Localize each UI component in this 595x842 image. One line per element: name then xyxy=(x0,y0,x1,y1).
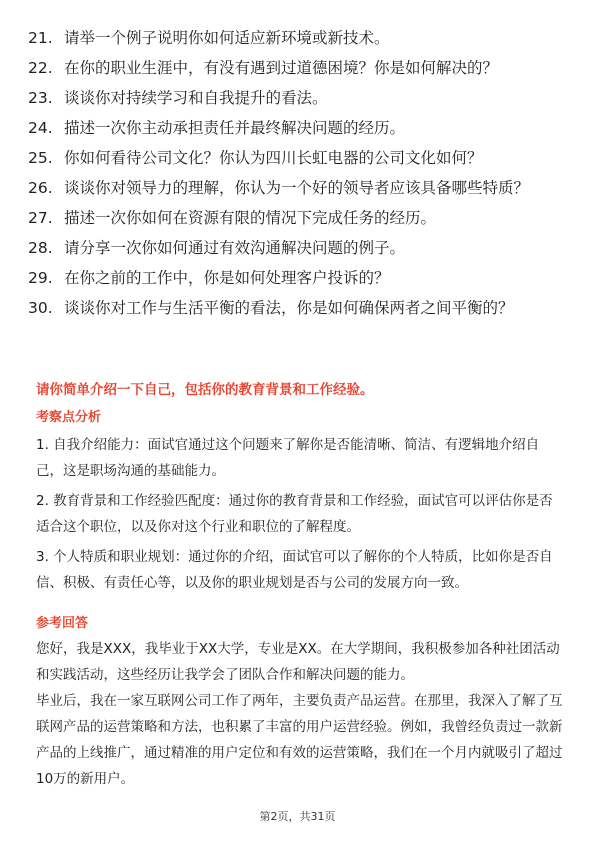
question-text: 谈谈你对工作与生活平衡的看法，你是如何确保两者之间平衡的？ xyxy=(64,299,514,317)
analysis-point: 3. 个人特质和职业规划：通过你的介绍，面试官可以了解你的个人特质，比如你是否自信、积极、有责任心等，以及你的职业规划是否与公司的发展方向一致。 xyxy=(36,549,553,591)
list-item xyxy=(28,146,568,170)
reference-paragraph: 您好，我是XXX，我毕业于XX大学，专业是XX。在大学期间，我积极参加各种社团活动和实践活动，这些经历让我学会了团队合作和解决问题的能力。 xyxy=(36,641,560,683)
question-number: 22. xyxy=(28,59,53,77)
list-item xyxy=(28,86,568,110)
question-text: 请分享一次你如何通过有效沟通解决问题的例子。 xyxy=(64,239,406,257)
question-text: 你如何看待公司文化？你认为四川长虹电器的公司文化如何？ xyxy=(64,149,483,167)
list-item xyxy=(28,116,568,140)
question-list xyxy=(28,26,568,326)
question-number: 21. xyxy=(28,29,53,47)
list-item xyxy=(28,266,568,290)
question-section xyxy=(36,380,566,400)
list-item xyxy=(28,56,568,80)
question-text: 谈谈你对持续学习和自我提升的看法。 xyxy=(64,89,328,107)
list-item xyxy=(28,26,568,50)
question-number: 27. xyxy=(28,209,53,227)
question-text: 在你的职业生涯中，有没有遇到过道德困境？你是如何解决的？ xyxy=(64,59,499,77)
list-item xyxy=(28,236,568,260)
list-item xyxy=(28,176,568,200)
analysis-point: 2. 教育背景和工作经验匹配度：通过你的教育背景和工作经验，面试官可以评估你是否适合这个职位，以及你对这个行业和职位的了解程度。 xyxy=(36,493,553,535)
question-text: 谈谈你对领导力的理解，你认为一个好的领导者应该具备哪些特质？ xyxy=(64,179,530,197)
list-item xyxy=(28,206,568,230)
question-heading: 请你简单介绍一下自己，包括你的教育背景和工作经验。 xyxy=(36,382,374,398)
reference-title: 参考回答 xyxy=(36,616,89,631)
reference-section xyxy=(36,614,566,792)
question-number: 28. xyxy=(28,239,53,257)
question-text: 描述一次你主动承担责任并最终解决问题的经历。 xyxy=(64,119,406,137)
question-number: 26. xyxy=(28,179,53,197)
question-text: 请举一个例子说明你如何适应新环境或新技术。 xyxy=(64,29,390,47)
question-number: 23. xyxy=(28,89,53,107)
question-number: 24. xyxy=(28,119,53,137)
analysis-point: 1. 自我介绍能力：面试官通过这个问题来了解你是否能清晰、简洁、有逻辑地介绍自己，这是职场沟通的基础能力。 xyxy=(36,437,540,479)
page-number-footer: 第2页，共31页 xyxy=(259,810,336,823)
list-item xyxy=(28,296,568,320)
question-number: 29. xyxy=(28,269,53,287)
question-number: 30. xyxy=(28,299,53,317)
question-text: 在你之前的工作中，你是如何处理客户投诉的？ xyxy=(64,269,390,287)
analysis-section xyxy=(36,408,566,596)
reference-paragraph: 毕业后，我在一家互联网公司工作了两年，主要负责产品运营。在那里，我深入了解了互联网产品的运营策略和方法，也积累了丰富的用户运营经验。例如，我曾经负责过一款新产品的上线推广，通过精准的用户定位和有效的运营策略，我们在一个月内就吸引了超过10万的新用户。 xyxy=(36,693,563,787)
question-number: 25. xyxy=(28,149,53,167)
analysis-title: 考察点分析 xyxy=(36,410,102,425)
question-text: 描述一次你如何在资源有限的情况下完成任务的经历。 xyxy=(64,209,437,227)
